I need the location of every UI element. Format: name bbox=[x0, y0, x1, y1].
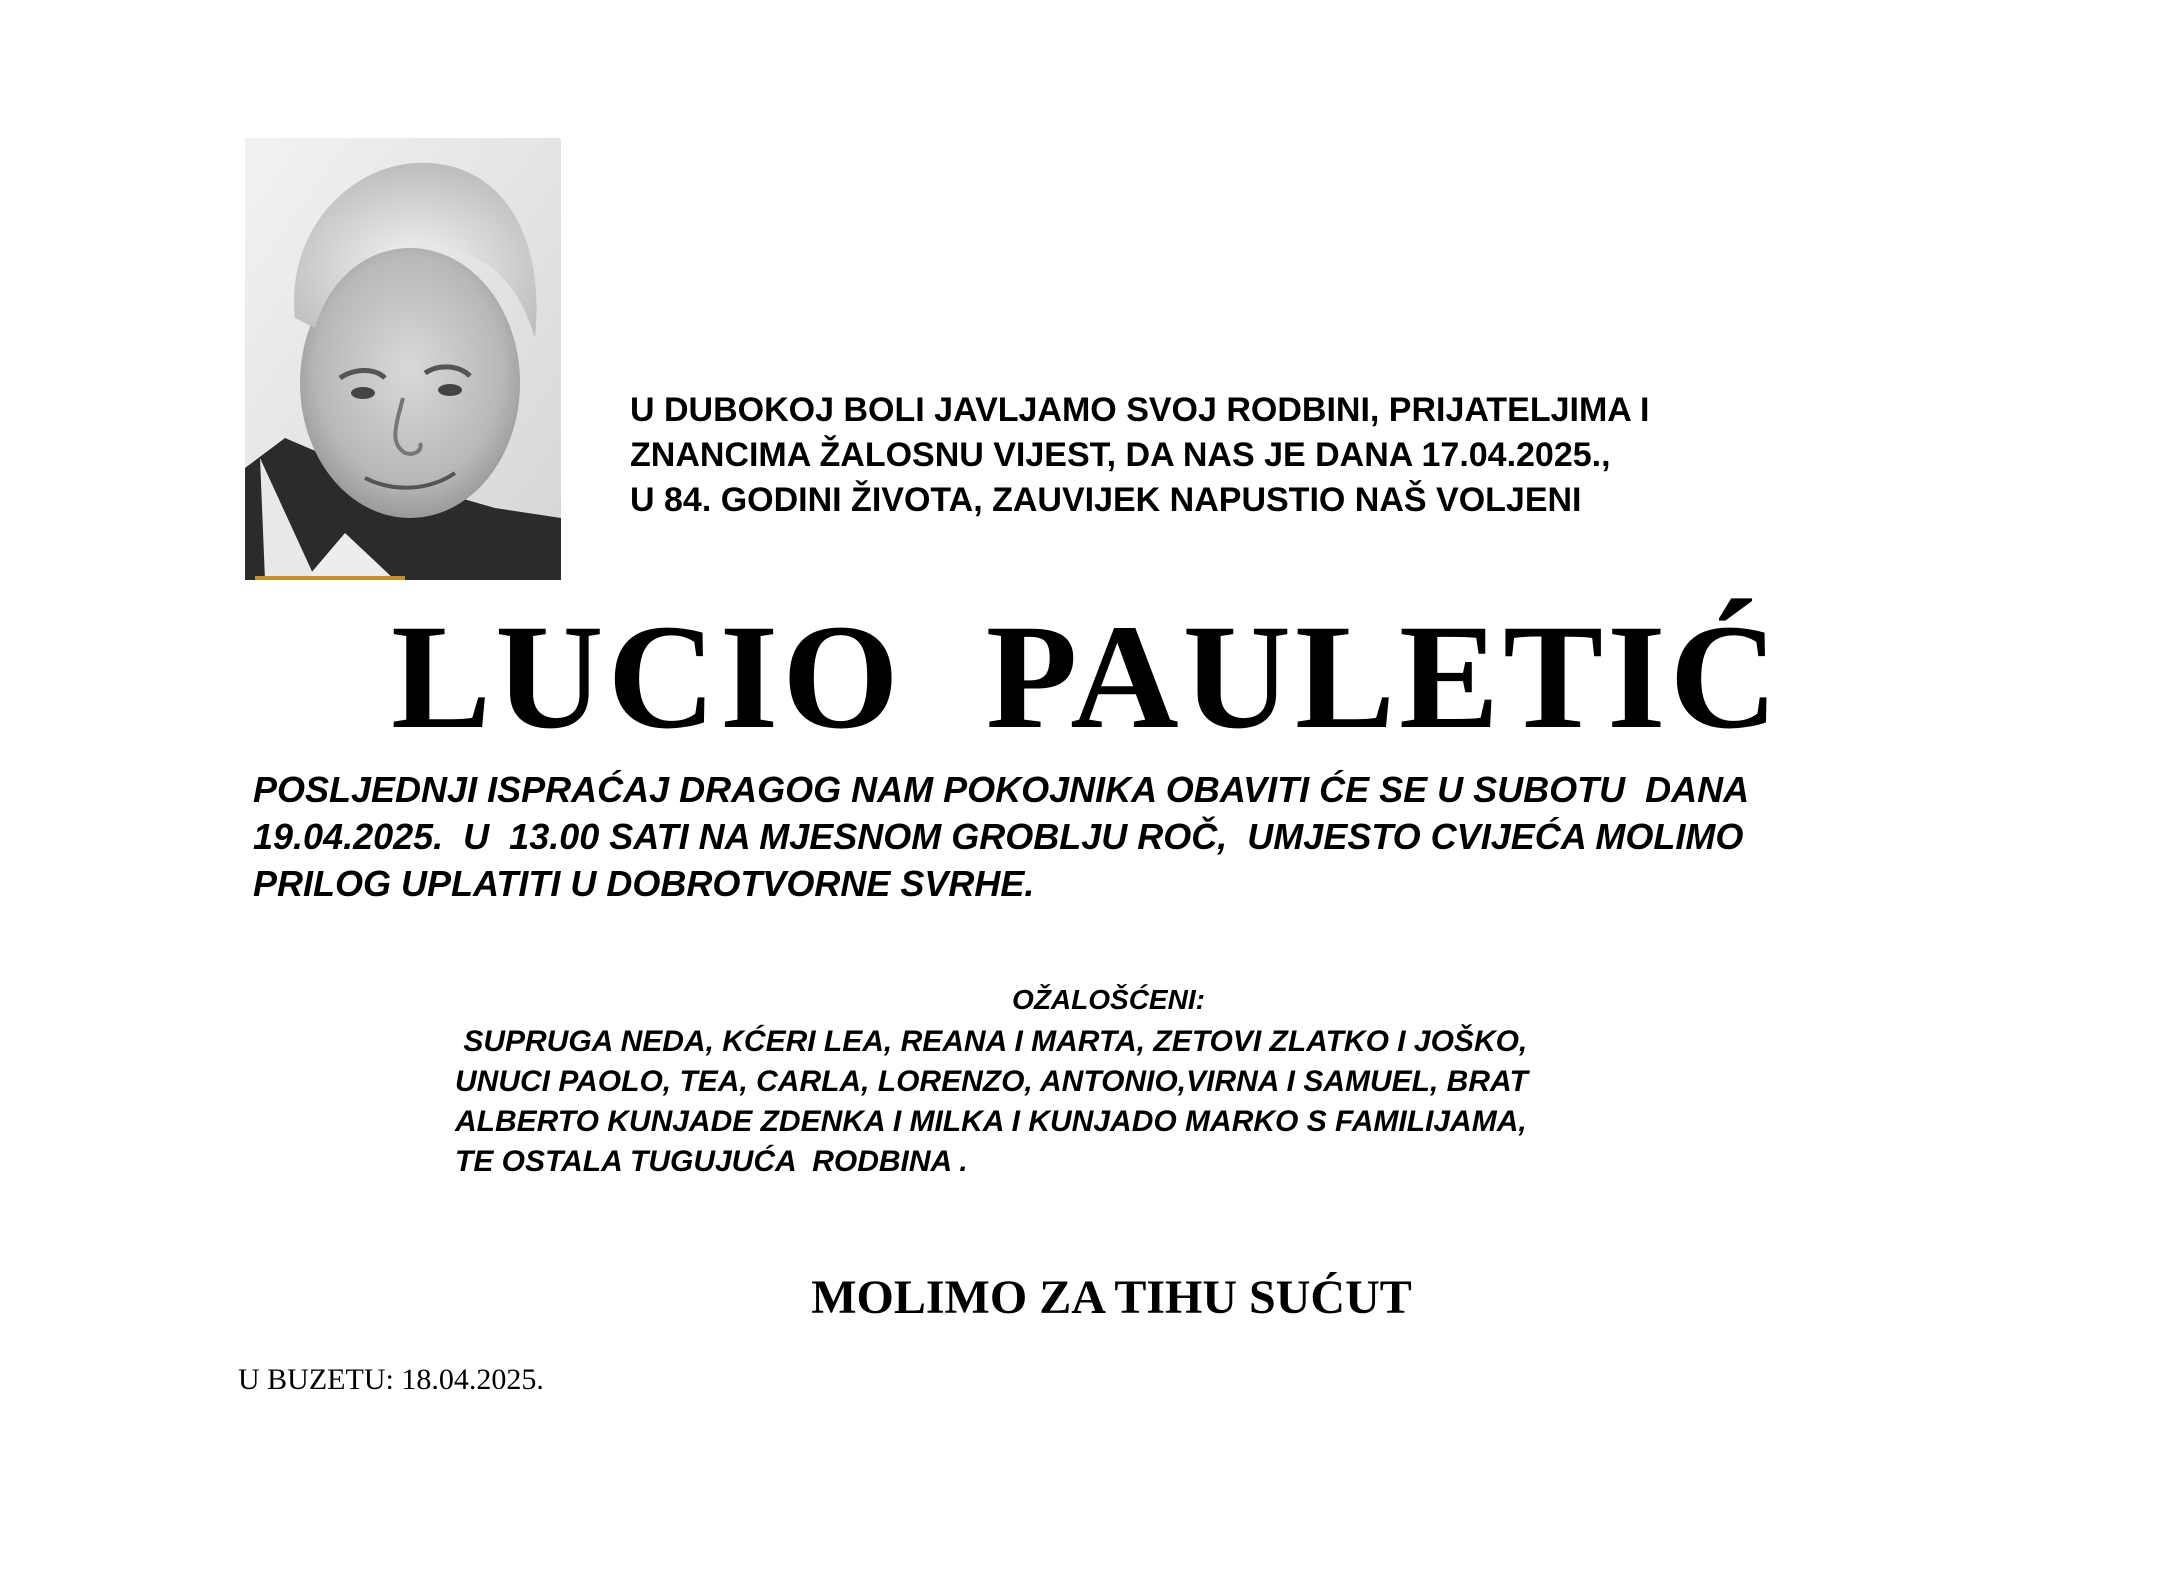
mourners-list bbox=[455, 1022, 1755, 1182]
deceased-name: LUCIO PAULETIĆ bbox=[391, 594, 1782, 760]
portrait-photo-icon bbox=[245, 138, 561, 580]
condolence-request: MOLIMO ZA TIHU SUĆUT bbox=[811, 1271, 1412, 1324]
funeral-line: POSLJEDNJI ISPRAĆAJ DRAGOG NAM POKOJNIKA OBAVITI ĆE SE U SUBOTU DANA bbox=[253, 769, 1750, 810]
mourners-title: OŽALOŠĆENI: bbox=[1012, 984, 1205, 1015]
funeral-line: PRILOG UPLATITI U DOBROTVORNE SVRHE. bbox=[253, 863, 1035, 904]
place-and-date: U BUZETU: 18.04.2025. bbox=[238, 1363, 544, 1396]
mourners-line: SUPRUGA NEDA, KĆERI LEA, REANA I MARTA, ZETOVI ZLATKO I JOŠKO, bbox=[455, 1025, 1528, 1058]
intro-line: U DUBOKOJ BOLI JAVLJAMO SVOJ RODBINI, PRIJATELJIMA I bbox=[630, 391, 1650, 429]
deceased-photo bbox=[245, 138, 561, 580]
mourners-line: TE OSTALA TUGUJUĆA RODBINA . bbox=[455, 1145, 968, 1178]
mourners-line: UNUCI PAOLO, TEA, CARLA, LORENZO, ANTONIO,VIRNA I SAMUEL, BRAT bbox=[455, 1065, 1528, 1098]
intro-line: U 84. GODINI ŽIVOTA, ZAUVIJEK NAPUSTIO NAŠ VOLJENI bbox=[630, 481, 1582, 519]
mourners-line: ALBERTO KUNJADE ZDENKA I MILKA I KUNJADO MARKO S FAMILIJAMA, bbox=[455, 1105, 1527, 1138]
funeral-line: 19.04.2025. U 13.00 SATI NA MJESNOM GROBLJU ROČ, UMJESTO CVIJEĆA MOLIMO bbox=[253, 816, 1744, 857]
intro-line: ZNANCIMA ŽALOSNU VIJEST, DA NAS JE DANA 17.04.2025., bbox=[630, 436, 1611, 474]
announcement-intro bbox=[630, 388, 1930, 523]
funeral-details bbox=[253, 766, 1953, 907]
